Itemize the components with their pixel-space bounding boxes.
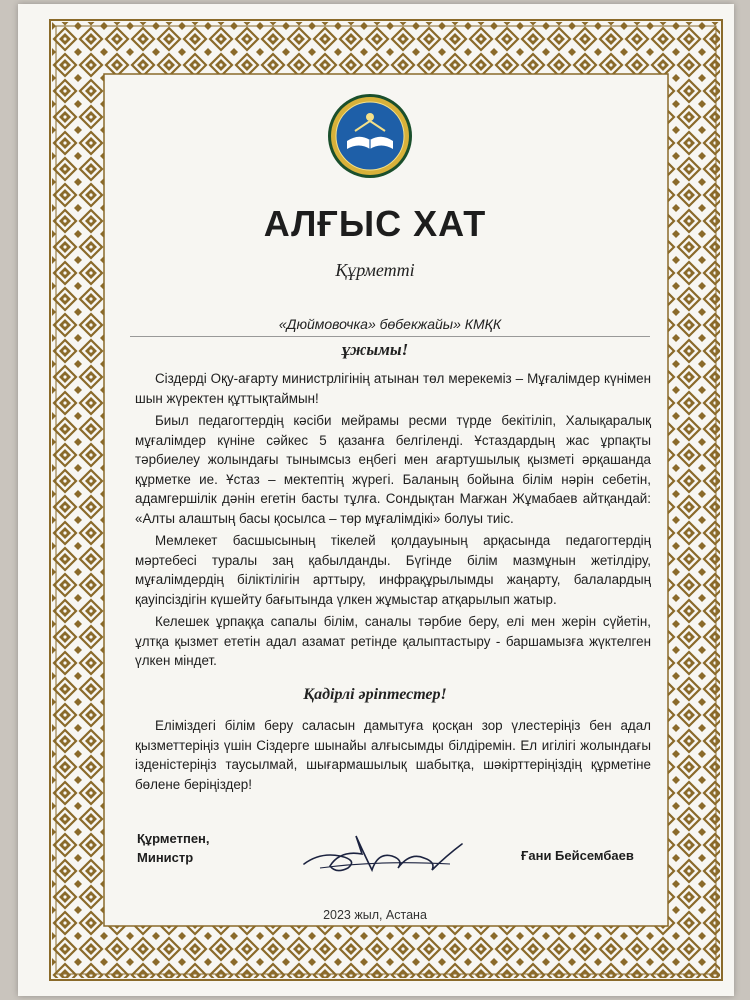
signoff-block — [137, 829, 210, 867]
letter-body — [135, 369, 651, 674]
closing-body — [135, 716, 651, 794]
body-paragraph: Биыл педагогтердің кәсіби мейрамы ресми түрде бекітіліп, Халықаралық мұғалімдер күніне сәйкес 5 қазанға белгіленді. Ұстаздардың жас ұрпақты тәрбиелеу жолындағы тынымсыз еңбегі мен ағартушылық қызметі әрқашанда құрметке ие. Ұстаз – мектептің жүрегі. Баланың бойына білім нәрін себетін, адамгершілік дәнін егетін басты тұлға. Сондықтан Мағжан Жұмабаев айтқандай: «Алты алаштың басы қосылса – төр мұғалімдікі» болуы тиіс. — [135, 413, 651, 526]
document-title: АЛҒЫС ХАТ — [263, 203, 487, 244]
date-place: 2023 жыл, Астана — [323, 908, 427, 922]
salutation: Құрметті — [335, 260, 415, 280]
recipient-name: «Дюймовочка» бөбекжайы» КМҚК — [130, 316, 650, 337]
signer-name: Ғани Бейсембаев — [521, 848, 634, 863]
body-paragraph: Мемлекет басшысының тікелей қолдауының арқасында педагогтердің мәртебесі туралы заң қабылданды. Бүгінде білім мазмұнын жетілдіру, мұғалімдердің біліктілігін арттыру, инфрақұрылымды жаңарту, балалардың қауіпсіздігін күшейту бағытында үлкен жұмыстар атқарылып жатыр. — [135, 533, 651, 607]
body-paragraph: Келешек ұрпаққа сапалы білім, саналы тәрбие беру, елі мен жерін сүйетін, ұлтқа қызмет ететін адал азамат ретінде қалыптастыру - баршамызға жүктелген үлкен міндет. — [135, 614, 651, 668]
colleagues-heading: Қадірлі әріптестер! — [303, 686, 447, 703]
closing-paragraph: Еліміздегі білім беру саласын дамытуға қосқан зор үлестеріңіз бен адал қызметтеріңіз үшін Сіздерге шынайы алғысымды білдіремін. Ел игілігі жолындағы ізденістеріңіз таусылмай, шығармашылық шабытқа, шәкірттеріңіздің құрметіне бөлене беріңіздер! — [135, 718, 651, 792]
handwritten-signature — [300, 830, 470, 880]
body-paragraph: Сіздерді Оқу-ағарту министрлігінің атынан төл мерекеміз – Мұғалімдер күнімен шын жүректен құттықтаймын! — [135, 371, 651, 406]
signoff-title: Министр — [137, 850, 194, 865]
greeting-line: ұжымы! — [341, 340, 409, 359]
ministry-emblem-icon — [327, 93, 413, 179]
signoff-regards: Құрметпен, — [137, 831, 210, 846]
